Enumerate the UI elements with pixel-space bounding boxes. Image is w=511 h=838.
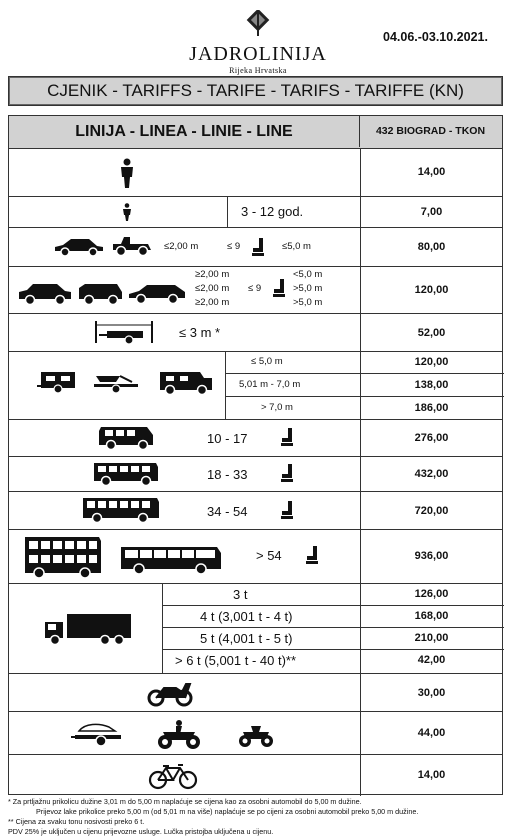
quad-icon <box>155 718 203 750</box>
truck-icon <box>43 612 133 646</box>
price-bus-small: 276,00 <box>414 432 449 444</box>
child-icon <box>122 203 132 221</box>
row-trailer <box>9 314 502 352</box>
footnote-1: * Za prtljažnu prikolicu dužine 3,01 m do 5,00 m naplaćuje se cijena kao za osobni automobil do 5,00 m dužine. <box>8 797 362 806</box>
large-car-length-2: >5,0 m <box>293 283 323 294</box>
camper-icon <box>156 368 216 396</box>
car-length: ≤5,0 m <box>282 241 311 252</box>
price-truck-tier-2: 168,00 <box>414 610 449 622</box>
price-quad: 44,00 <box>417 727 446 739</box>
large-car-length-3: >5,0 m <box>293 297 323 308</box>
trailer-icon <box>93 319 157 347</box>
child-age-label: 3 - 12 god. <box>241 204 304 219</box>
truck-tier-4-label: > 6 t (5,001 t - 40 t)** <box>175 653 297 668</box>
price-truck-tier-3: 210,00 <box>414 632 449 644</box>
row-bus-large <box>9 492 502 530</box>
footnote-3: ** Cijena za svaku tonu nosivosti preko 6 t. <box>8 817 145 826</box>
caravan-tier-1-label: ≤ 5,0 m <box>251 356 283 367</box>
price-truck-tier-4: 42,00 <box>417 654 446 666</box>
price-caravan-tier-2: 138,00 <box>414 379 449 391</box>
large-car-height-3: ≥2,00 m <box>195 297 230 308</box>
price-large-car: 120,00 <box>414 284 449 296</box>
suv-icon <box>17 283 73 305</box>
large-car-length-1: <5,0 m <box>293 269 323 280</box>
footnotes <box>8 797 508 837</box>
brand-name: JADROLINIJA <box>189 43 327 65</box>
row-large-car <box>9 267 502 314</box>
car-seats: ≤ 9 <box>227 241 241 252</box>
row-bus-small <box>9 420 502 457</box>
row-bus-mid <box>9 457 502 492</box>
double-decker-icon <box>23 535 103 579</box>
jadrolinija-logo-icon <box>244 10 272 36</box>
route-column-header: 432 BIOGRAD - TKON <box>375 125 486 137</box>
bicycle-icon <box>148 762 198 790</box>
atv-icon <box>237 720 275 748</box>
large-car-seats: ≤ 9 <box>248 283 262 294</box>
bus-icon <box>81 496 161 524</box>
large-car-height-1: ≥2,00 m <box>195 269 230 280</box>
trailer-length: ≤ 3 m * <box>179 325 221 340</box>
truck-tier-3-label: 5 t (4,001 t - 5 t) <box>200 631 293 646</box>
seat-icon <box>280 464 294 484</box>
price-bus-large: 720,00 <box>414 505 449 517</box>
car-icon <box>53 237 105 257</box>
minibus-icon <box>97 425 157 451</box>
row-child <box>9 197 502 228</box>
coach-icon <box>119 543 223 575</box>
seat-icon <box>272 279 286 299</box>
seat-icon <box>305 546 319 566</box>
price-caravan-tier-1: 120,00 <box>414 356 449 368</box>
estate-car-icon <box>127 284 187 304</box>
price-car: 80,00 <box>417 241 446 253</box>
price-bus-mid: 432,00 <box>414 468 449 480</box>
price-child: 7,00 <box>420 206 443 218</box>
tariff-table <box>8 115 503 795</box>
brand-logo <box>173 10 343 75</box>
caravan-tier-3-label: > 7,0 m <box>261 402 293 413</box>
jetski-trailer-icon <box>71 721 125 749</box>
row-car <box>9 228 502 267</box>
row-quad <box>9 712 502 755</box>
price-truck-tier-1: 126,00 <box>414 588 449 600</box>
line-column-header: LINIJA - LINEA - LINIE - LINE <box>9 116 360 147</box>
price-caravan-tier-3: 186,00 <box>414 402 449 414</box>
price-motorcycle: 30,00 <box>417 687 446 699</box>
caravan-icon <box>37 370 79 394</box>
bus-xl-seats: > 54 <box>256 548 282 563</box>
boat-trailer-icon <box>90 372 142 394</box>
seat-icon <box>280 501 294 521</box>
adult-icon <box>118 158 136 188</box>
jeep-icon <box>111 235 153 257</box>
bus-small-seats: 10 - 17 <box>207 431 248 446</box>
footnote-2: Prijevoz lake prikolice preko 5,00 m (od 5,01 m na više) naplaćuje se po cijeni za osobni automobil preko 5,00 m dužine. <box>36 807 419 816</box>
brand-location: Rijeka Hrvatska <box>229 66 287 75</box>
motorcycle-icon <box>147 679 193 707</box>
bus-large-seats: 34 - 54 <box>207 504 248 519</box>
truck-tier-1-label: 3 t <box>233 587 248 602</box>
table-header <box>9 116 502 149</box>
footnote-4: PDV 25% je uključen u cijenu prijevozne usluge. Lučka pristojba uključena u cijenu. <box>8 827 274 836</box>
car-height: ≤2,00 m <box>164 241 199 252</box>
seat-icon <box>280 428 294 448</box>
row-truck <box>9 584 502 674</box>
page-title: CJENIK - TARIFFS - TARIFE - TARIFS - TARIFFE (KN) <box>8 76 503 106</box>
seat-icon <box>251 238 265 258</box>
price-trailer: 52,00 <box>417 327 446 339</box>
price-adult: 14,00 <box>417 166 446 178</box>
van-icon <box>77 283 123 305</box>
midibus-icon <box>92 461 160 487</box>
row-motorcycle <box>9 674 502 712</box>
truck-tier-2-label: 4 t (3,001 t - 4 t) <box>200 609 293 624</box>
row-bus-xl <box>9 530 502 584</box>
price-bicycle: 14,00 <box>417 769 446 781</box>
large-car-height-2: ≤2,00 m <box>195 283 230 294</box>
caravan-tier-2-label: 5,01 m - 7,0 m <box>239 379 301 390</box>
bus-mid-seats: 18 - 33 <box>207 467 248 482</box>
row-caravan <box>9 352 502 420</box>
validity-date: 04.06.-03.10.2021. <box>383 30 488 44</box>
row-bicycle <box>9 755 502 796</box>
row-adult <box>9 149 502 197</box>
price-bus-xl: 936,00 <box>414 550 449 562</box>
